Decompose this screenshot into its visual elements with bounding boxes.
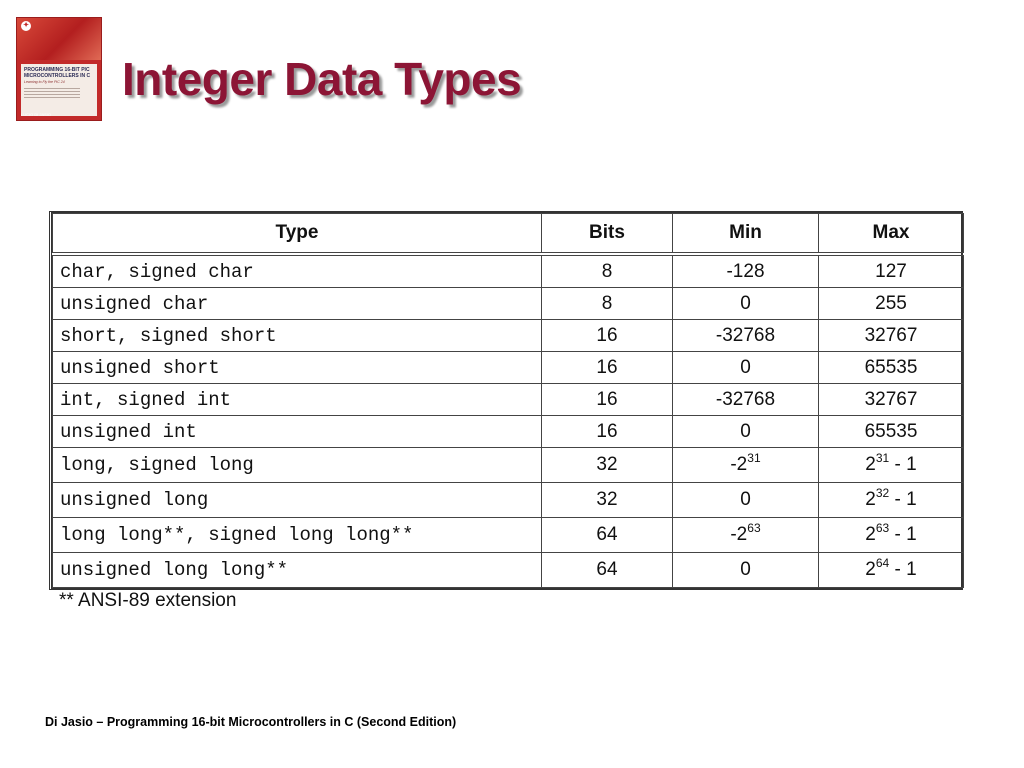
bits-cell: [542, 448, 673, 483]
bits-cell: [542, 384, 673, 416]
max-cell: [819, 483, 964, 518]
min-cell-value: 0: [740, 559, 751, 580]
bits-cell: [542, 288, 673, 320]
min-cell-value: -32768: [715, 388, 776, 410]
max-cell-value: 255: [875, 292, 907, 314]
bits-cell-value: 8: [601, 260, 613, 282]
min-cell: [673, 483, 819, 518]
min-cell: [673, 416, 819, 448]
type-cell-value: long, signed long: [60, 454, 254, 476]
min-cell-value: 0: [740, 356, 751, 378]
column-header-type: Type: [53, 214, 542, 255]
cover-text-band: [21, 64, 97, 116]
bits-cell-value: 64: [596, 559, 618, 580]
min-cell-exponent: 31: [747, 451, 761, 465]
max-cell-tail: - 1: [889, 489, 917, 510]
column-header-max: Max: [819, 214, 964, 255]
max-cell-exponent: 64: [875, 556, 890, 570]
integer-types-table: [52, 213, 964, 588]
slide-footer: Di Jasio – Programming 16-bit Microcontrollers in C (Second Edition): [45, 715, 457, 729]
type-cell: [53, 448, 542, 483]
publisher-logo-icon: ✦: [21, 21, 31, 31]
bits-cell: [542, 553, 673, 588]
min-cell: [673, 254, 819, 288]
max-cell: [819, 352, 964, 384]
bits-cell: [542, 483, 673, 518]
max-cell-tail: - 1: [889, 524, 917, 545]
bits-cell: [542, 254, 673, 288]
cover-subtitle: Learning to Fly the PIC 24: [24, 80, 65, 84]
book-cover-image: [16, 17, 102, 121]
type-cell-value: unsigned long long**: [60, 559, 289, 581]
column-header-bits: Bits: [542, 214, 673, 255]
bits-cell: [542, 320, 673, 352]
cover-decorative-lines: [24, 88, 94, 98]
type-cell-value: char, signed char: [60, 260, 254, 283]
min-cell-value: 0: [740, 489, 751, 510]
table-header-row: [53, 214, 964, 255]
bits-cell-value: 16: [596, 324, 618, 346]
max-cell: [819, 448, 964, 483]
max-cell: [819, 254, 964, 288]
max-cell-exponent: 31: [875, 451, 890, 465]
table-row: [53, 448, 964, 483]
min-cell-value: -32768: [715, 324, 776, 346]
bits-cell-value: 16: [596, 356, 618, 378]
type-cell: [53, 518, 542, 553]
type-cell: [53, 320, 542, 352]
bits-cell: [542, 518, 673, 553]
table-row: [53, 553, 964, 588]
table-row: [53, 518, 964, 553]
min-cell-value: -2: [730, 454, 748, 475]
max-cell: [819, 288, 964, 320]
type-cell-value: unsigned long: [60, 489, 209, 511]
min-cell: [673, 448, 819, 483]
type-cell-value: unsigned int: [60, 420, 197, 443]
max-cell-value: 65535: [864, 356, 918, 378]
type-cell: [53, 254, 542, 288]
max-cell: [819, 518, 964, 553]
max-cell-exponent: 32: [875, 486, 890, 500]
min-cell: [673, 518, 819, 553]
cover-author: LUCIO DI JASIO: [21, 112, 52, 117]
table-row: [53, 384, 964, 416]
slide-title: Integer Data Types: [122, 53, 522, 105]
min-cell: [673, 352, 819, 384]
type-cell: [53, 483, 542, 518]
max-cell: [819, 416, 964, 448]
type-cell: [53, 553, 542, 588]
max-cell-value: 2: [865, 524, 876, 545]
max-cell-value: 65535: [864, 420, 918, 442]
table-footnote: ** ANSI-89 extension: [59, 590, 237, 611]
max-cell-value: 2: [865, 559, 876, 580]
bits-cell-value: 64: [596, 524, 618, 545]
min-cell: [673, 320, 819, 352]
bits-cell-value: 16: [596, 420, 618, 442]
table-row: [53, 320, 964, 352]
type-cell-value: unsigned char: [60, 292, 209, 315]
cover-title: PROGRAMMING 16-BIT PIC MICROCONTROLLERS IN C: [24, 67, 91, 79]
type-cell-value: unsigned short: [60, 356, 220, 379]
min-cell-exponent: 63: [747, 521, 761, 535]
max-cell-value: 2: [865, 489, 876, 510]
max-cell-exponent: 63: [875, 521, 890, 535]
type-cell: [53, 352, 542, 384]
type-cell-value: long long**, signed long long**: [60, 524, 414, 546]
table-row: [53, 254, 964, 288]
min-cell: [673, 288, 819, 320]
table-row: [53, 352, 964, 384]
integer-types-table-frame: [49, 211, 963, 590]
min-cell-value: -128: [726, 260, 765, 282]
min-cell: [673, 553, 819, 588]
max-cell-tail: - 1: [889, 559, 917, 580]
column-header-min: Min: [673, 214, 819, 255]
type-cell-value: short, signed short: [60, 324, 277, 347]
bits-cell-value: 32: [596, 454, 618, 475]
bits-cell: [542, 416, 673, 448]
max-cell: [819, 384, 964, 416]
table-row: [53, 483, 964, 518]
max-cell-value: 127: [875, 260, 907, 282]
table-row: [53, 416, 964, 448]
min-cell-value: -2: [730, 524, 748, 545]
bits-cell-value: 8: [601, 292, 613, 314]
max-cell-value: 32767: [864, 388, 918, 410]
max-cell: [819, 320, 964, 352]
max-cell-tail: - 1: [889, 454, 917, 475]
min-cell: [673, 384, 819, 416]
table-row: [53, 288, 964, 320]
type-cell: [53, 384, 542, 416]
min-cell-value: 0: [740, 420, 751, 442]
type-cell-value: int, signed int: [60, 388, 232, 411]
type-cell: [53, 416, 542, 448]
bits-cell: [542, 352, 673, 384]
min-cell-value: 0: [740, 292, 751, 314]
bits-cell-value: 16: [596, 388, 618, 410]
type-cell: [53, 288, 542, 320]
bits-cell-value: 32: [596, 489, 618, 510]
max-cell-value: 2: [865, 454, 876, 475]
max-cell: [819, 553, 964, 588]
max-cell-value: 32767: [864, 324, 918, 346]
